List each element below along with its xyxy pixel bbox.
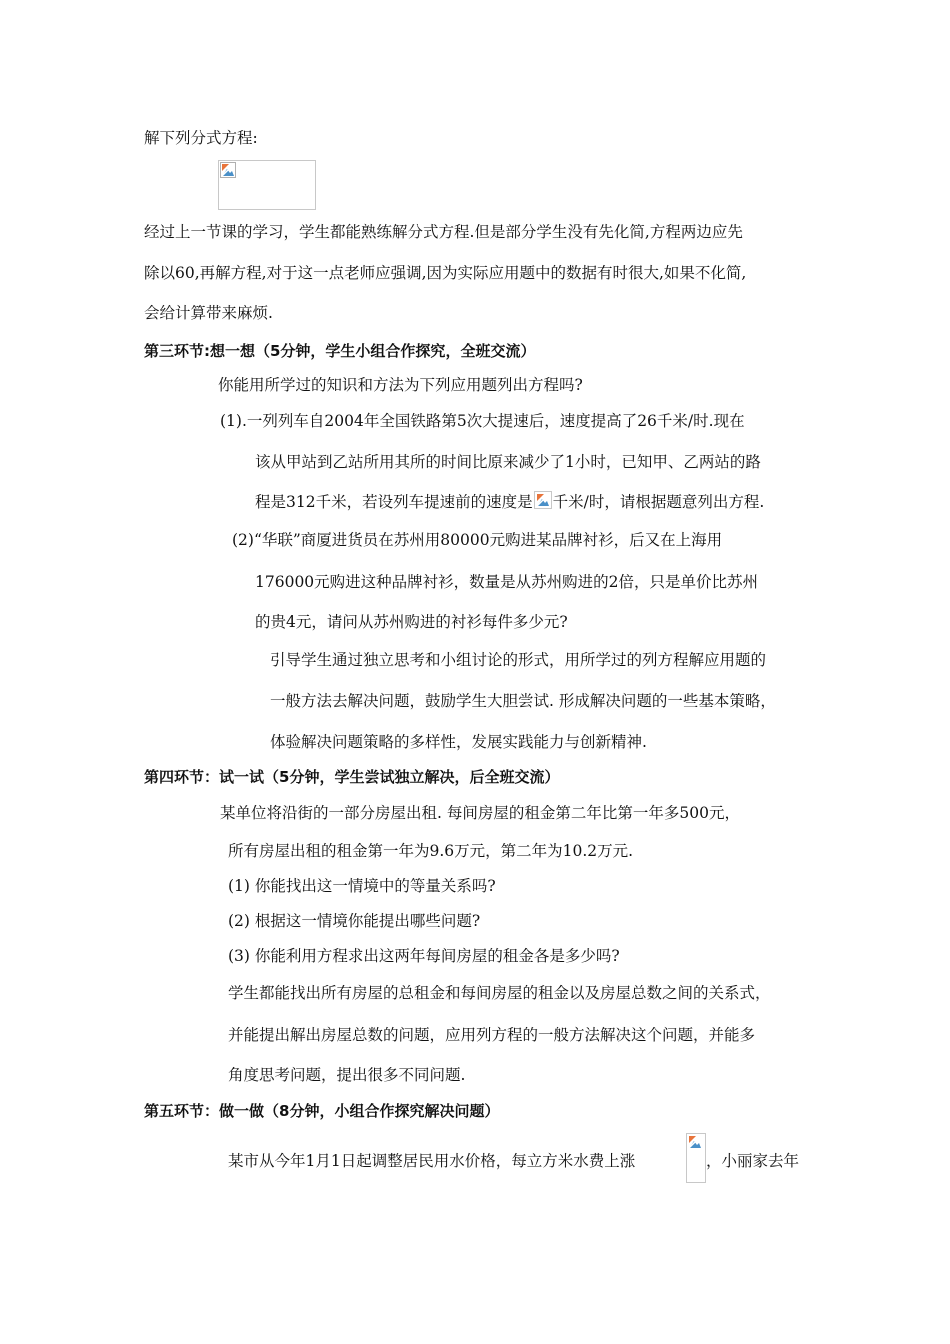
section5-line1	[228, 1150, 635, 1172]
section3-question: 你能用所学过的知识和方法为下列应用题列出方程吗?	[218, 376, 583, 394]
section4-q2: (2) 根据这一情境你能提出哪些问题?	[228, 912, 481, 930]
problem1-line3-text-b: 千米/时，请根据题意列出方程.	[552, 493, 765, 511]
intro-prompt: 解下列分式方程:	[144, 129, 258, 147]
problem2-line1: (2)“华联”商厦进货员在苏州用80000元购进某品牌衬衫，后又在上海用	[232, 531, 723, 549]
section5-line1-text-a: 某市从今年1月1日起调整居民用水价格，每立方米水费上涨	[228, 1152, 636, 1170]
problem1-line2: 该从甲站到乙站所用其所的时间比原来减少了1小时，已知甲、乙两站的路	[255, 453, 761, 471]
variable-image	[534, 491, 552, 509]
section4-line1: 某单位将沿街的一部分房屋出租. 每间房屋的租金第二年比第一年多500元，	[220, 804, 740, 822]
section4-q3: (3) 你能利用方程求出这两年每间房屋的租金各是多少吗?	[228, 947, 620, 965]
section4-q1: (1) 你能找出这一情境中的等量关系吗?	[228, 877, 496, 895]
section4-summary3: 角度思考问题，提出很多不同问题.	[228, 1066, 466, 1084]
problem1-line1: (1).一列列车自2004年全国铁路第5次大提速后，速度提高了26千米/时.现在	[220, 412, 745, 430]
section3-heading: 第三环节:想一想（5分钟，学生小组合作探究，全班交流）	[144, 342, 536, 360]
problem2-line3: 的贵4元，请问从苏州购进的衬衫每件多少元?	[255, 613, 568, 631]
section5-line1-text-b: ，小丽家去年	[706, 1152, 800, 1170]
broken-image-icon	[535, 492, 551, 508]
broken-image-icon	[220, 162, 236, 178]
problem1-line3	[255, 491, 764, 513]
intro-explain-1: 经过上一节课的学习，学生都能熟练解分式方程.但是部分学生没有先化简,方程两边应先	[144, 223, 743, 241]
section4-summary1: 学生都能找出所有房屋的总租金和每间房屋的租金以及房屋总数之间的关系式，	[228, 984, 771, 1002]
guide-line2: 一般方法去解决问题，鼓励学生大胆尝试. 形成解决问题的一些基本策略，	[270, 692, 776, 710]
section4-line2: 所有房屋出租的租金第一年为9.6万元，第二年为10.2万元.	[228, 842, 634, 860]
intro-explain-3: 会给计算带来麻烦.	[144, 304, 273, 322]
broken-image-icon	[687, 1134, 703, 1150]
section5-heading: 第五环节：做一做（8分钟，小组合作探究解决问题）	[144, 1102, 500, 1120]
guide-line3: 体验解决问题策略的多样性，发展实践能力与创新精神.	[270, 733, 647, 751]
section4-summary2: 并能提出解出房屋总数的问题，应用列方程的一般方法解决这个问题，并能多	[228, 1026, 756, 1044]
intro-explain-2: 除以60,再解方程,对于这一点老师应强调,因为实际应用题中的数据有时很大,如果不化简,	[144, 264, 747, 282]
problem1-line3-text-a: 程是312千米，若设列车提速前的速度是	[255, 493, 533, 511]
percentage-image	[686, 1133, 706, 1183]
guide-line1: 引导学生通过独立思考和小组讨论的形式，用所学过的列方程解应用题的	[270, 651, 767, 669]
equation-image	[218, 160, 316, 210]
problem2-line2: 176000元购进这种品牌衬衫，数量是从苏州购进的2倍，只是单价比苏州	[255, 573, 759, 591]
section4-heading: 第四环节：试一试（5分钟，学生尝试独立解决，后全班交流）	[144, 768, 560, 786]
